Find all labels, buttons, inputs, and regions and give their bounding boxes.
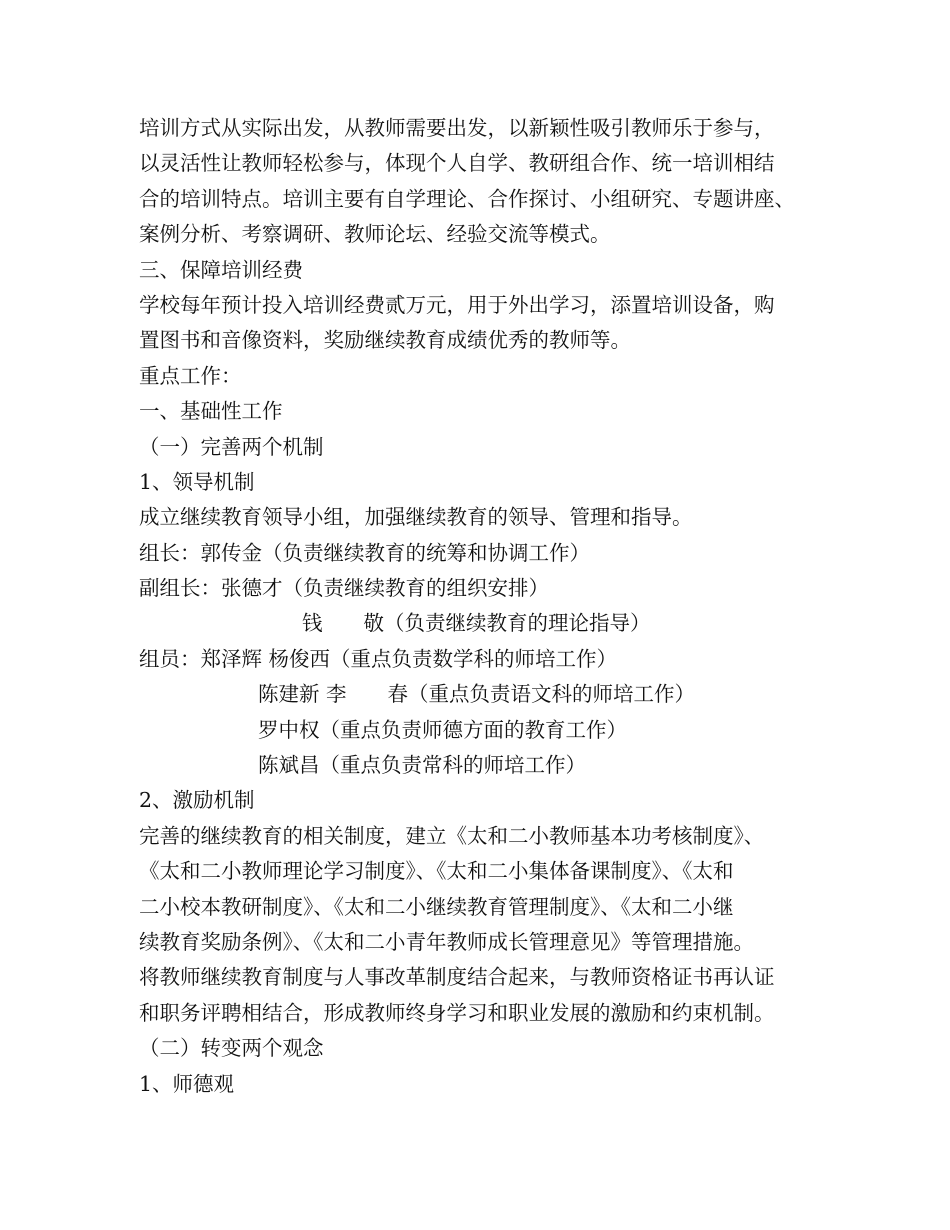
paragraph-line: 《太和二小教师理论学习制度》、《太和二小集体备课制度》、《太和 — [139, 859, 734, 884]
member-line: 组员：郑泽辉 杨俊西（重点负责数学科的师培工作） — [139, 646, 618, 671]
item-heading: 1、师德观 — [139, 1071, 235, 1096]
section-heading: 三、保障培训经费 — [139, 257, 303, 282]
paragraph-line: 将教师继续教育制度与人事改革制度结合起来，与教师资格证书再认证 — [139, 965, 775, 990]
paragraph-line: 学校每年预计投入培训经费贰万元，用于外出学习，添置培训设备，购 — [139, 292, 775, 317]
item-heading: 1、领导机制 — [139, 469, 255, 494]
paragraph-line: 置图书和音像资料，奖励继续教育成绩优秀的教师等。 — [139, 328, 631, 353]
member-line: 罗中权（重点负责师德方面的教育工作） — [258, 717, 627, 742]
paragraph-line: 合的培训特点。培训主要有自学理论、合作探讨、小组研究、专题讲座、 — [139, 186, 795, 211]
section-heading: 重点工作： — [139, 363, 242, 388]
section-heading: 一、基础性工作 — [139, 399, 283, 424]
document-body — [139, 111, 839, 1102]
paragraph-line: 续教育奖励条例》、《太和二小青年教师成长管理意见》等管理措施。 — [139, 929, 754, 954]
member-line: 陈建新 李 春（重点负责语文科的师培工作） — [258, 682, 696, 707]
member-line: 组长：郭传金（负责继续教育的统筹和协调工作） — [139, 540, 590, 565]
item-heading: 2、激励机制 — [139, 788, 255, 813]
paragraph-line: 以灵活性让教师轻松参与，体现个人自学、教研组合作、统一培训相结 — [139, 151, 775, 176]
subsection-heading: （一）完善两个机制 — [139, 434, 324, 459]
paragraph-line: 培训方式从实际出发，从教师需要出发，以新颖性吸引教师乐于参与， — [139, 116, 775, 140]
member-line: 陈斌昌（重点负责常科的师培工作） — [258, 753, 586, 778]
paragraph-line: 案例分析、考察调研、教师论坛、经验交流等模式。 — [139, 222, 611, 247]
member-line: 钱 敬（负责继续教育的理论指导） — [302, 611, 651, 636]
member-line: 副组长：张德才（负责继续教育的组织安排） — [139, 576, 549, 601]
paragraph-line: 成立继续教育领导小组，加强继续教育的领导、管理和指导。 — [139, 505, 693, 530]
paragraph-line: 和职务评聘相结合，形成教师终身学习和职业发展的激励和约束机制。 — [139, 1000, 775, 1025]
subsection-heading: （二）转变两个观念 — [139, 1036, 324, 1061]
paragraph-line: 二小校本教研制度》、《太和二小继续教育管理制度》、《太和二小继 — [139, 894, 734, 919]
paragraph-line: 完善的继续教育的相关制度，建立《太和二小教师基本功考核制度》、 — [139, 823, 765, 848]
